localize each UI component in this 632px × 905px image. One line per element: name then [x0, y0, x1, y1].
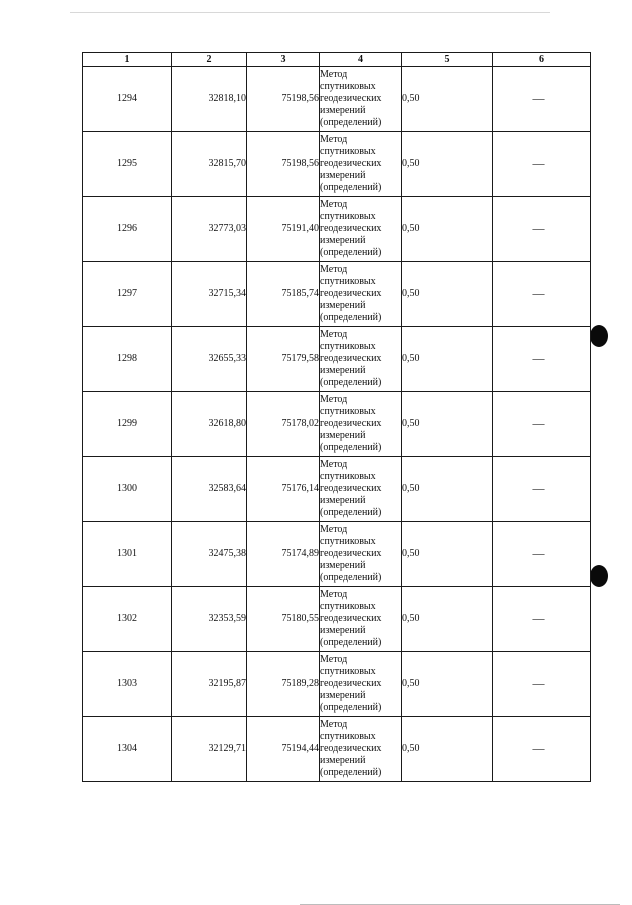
point-number: 1299: [83, 392, 172, 457]
note-dash: —: [532, 221, 545, 235]
coordinate-y: 75176,14: [247, 457, 320, 522]
method-cell: Метод спутниковых геодезических измерений (определений): [320, 522, 402, 587]
table-row: [83, 717, 591, 782]
note-cell: [493, 587, 591, 652]
note-cell: [493, 67, 591, 132]
accuracy-cell: 0,50: [402, 587, 493, 652]
accuracy-cell: 0,50: [402, 132, 493, 197]
coordinate-x: 32815,70: [172, 132, 247, 197]
method-cell: Метод спутниковых геодезических измерений (определений): [320, 652, 402, 717]
note-cell: [493, 457, 591, 522]
coordinate-x: 32195,87: [172, 652, 247, 717]
note-dash: —: [532, 546, 545, 560]
coordinate-x: 32475,38: [172, 522, 247, 587]
note-cell: [493, 652, 591, 717]
point-number: 1301: [83, 522, 172, 587]
note-cell: [493, 132, 591, 197]
coordinate-y: 75179,58: [247, 327, 320, 392]
punch-hole-upper: [590, 325, 608, 347]
point-number: 1297: [83, 262, 172, 327]
note-dash: —: [532, 351, 545, 365]
method-cell: Метод спутниковых геодезических измерений (определений): [320, 262, 402, 327]
method-cell: Метод спутниковых геодезических измерений (определений): [320, 197, 402, 262]
table-row: [83, 197, 591, 262]
punch-hole-lower: [590, 565, 608, 587]
coordinate-y: 75191,40: [247, 197, 320, 262]
header-col-2: 2: [172, 53, 247, 67]
note-dash: —: [532, 676, 545, 690]
coordinate-y: 75174,89: [247, 522, 320, 587]
header-col-6: 6: [493, 53, 591, 67]
accuracy-cell: 0,50: [402, 392, 493, 457]
table-row: [83, 522, 591, 587]
note-dash: —: [532, 286, 545, 300]
coordinate-y: 75194,44: [247, 717, 320, 782]
coordinate-x: 32773,03: [172, 197, 247, 262]
note-dash: —: [532, 741, 545, 755]
header-col-3: 3: [247, 53, 320, 67]
method-cell: Метод спутниковых геодезических измерений (определений): [320, 132, 402, 197]
method-cell: Метод спутниковых геодезических измерений (определений): [320, 457, 402, 522]
table-row: [83, 457, 591, 522]
coordinate-y: 75178,02: [247, 392, 320, 457]
table-row: [83, 262, 591, 327]
point-number: 1302: [83, 587, 172, 652]
accuracy-cell: 0,50: [402, 652, 493, 717]
table-row: [83, 132, 591, 197]
coordinate-y: 75198,56: [247, 67, 320, 132]
table-row: [83, 587, 591, 652]
table-row: [83, 327, 591, 392]
scan-edge-top: [70, 12, 550, 13]
method-cell: Метод спутниковых геодезических измерений (определений): [320, 717, 402, 782]
coordinate-y: 75198,56: [247, 132, 320, 197]
header-col-1: 1: [83, 53, 172, 67]
coordinate-y: 75180,55: [247, 587, 320, 652]
coordinate-y: 75189,28: [247, 652, 320, 717]
point-number: 1298: [83, 327, 172, 392]
table-row: [83, 67, 591, 132]
method-cell: Метод спутниковых геодезических измерений (определений): [320, 392, 402, 457]
header-col-4: 4: [320, 53, 402, 67]
table-row: [83, 652, 591, 717]
note-cell: [493, 262, 591, 327]
note-cell: [493, 327, 591, 392]
note-cell: [493, 392, 591, 457]
point-number: 1296: [83, 197, 172, 262]
accuracy-cell: 0,50: [402, 457, 493, 522]
header-col-5: 5: [402, 53, 493, 67]
point-number: 1295: [83, 132, 172, 197]
accuracy-cell: 0,50: [402, 327, 493, 392]
method-cell: Метод спутниковых геодезических измерений (определений): [320, 67, 402, 132]
coordinate-x: 32655,33: [172, 327, 247, 392]
coordinate-x: 32583,64: [172, 457, 247, 522]
accuracy-cell: 0,50: [402, 197, 493, 262]
method-cell: Метод спутниковых геодезических измерений (определений): [320, 327, 402, 392]
point-number: 1303: [83, 652, 172, 717]
note-dash: —: [532, 481, 545, 495]
point-number: 1294: [83, 67, 172, 132]
point-number: 1304: [83, 717, 172, 782]
note-dash: —: [532, 91, 545, 105]
accuracy-cell: 0,50: [402, 262, 493, 327]
coordinates-table: [82, 52, 591, 782]
coordinate-x: 32715,34: [172, 262, 247, 327]
method-cell: Метод спутниковых геодезических измерений (определений): [320, 587, 402, 652]
note-cell: [493, 522, 591, 587]
table-header-row: [83, 53, 591, 67]
coordinate-x: 32353,59: [172, 587, 247, 652]
accuracy-cell: 0,50: [402, 717, 493, 782]
note-dash: —: [532, 156, 545, 170]
coordinate-x: 32818,10: [172, 67, 247, 132]
note-dash: —: [532, 611, 545, 625]
note-cell: [493, 197, 591, 262]
table-row: [83, 392, 591, 457]
coordinate-x: 32129,71: [172, 717, 247, 782]
coordinate-x: 32618,80: [172, 392, 247, 457]
coordinate-y: 75185,74: [247, 262, 320, 327]
accuracy-cell: 0,50: [402, 67, 493, 132]
accuracy-cell: 0,50: [402, 522, 493, 587]
note-dash: —: [532, 416, 545, 430]
note-cell: [493, 717, 591, 782]
point-number: 1300: [83, 457, 172, 522]
